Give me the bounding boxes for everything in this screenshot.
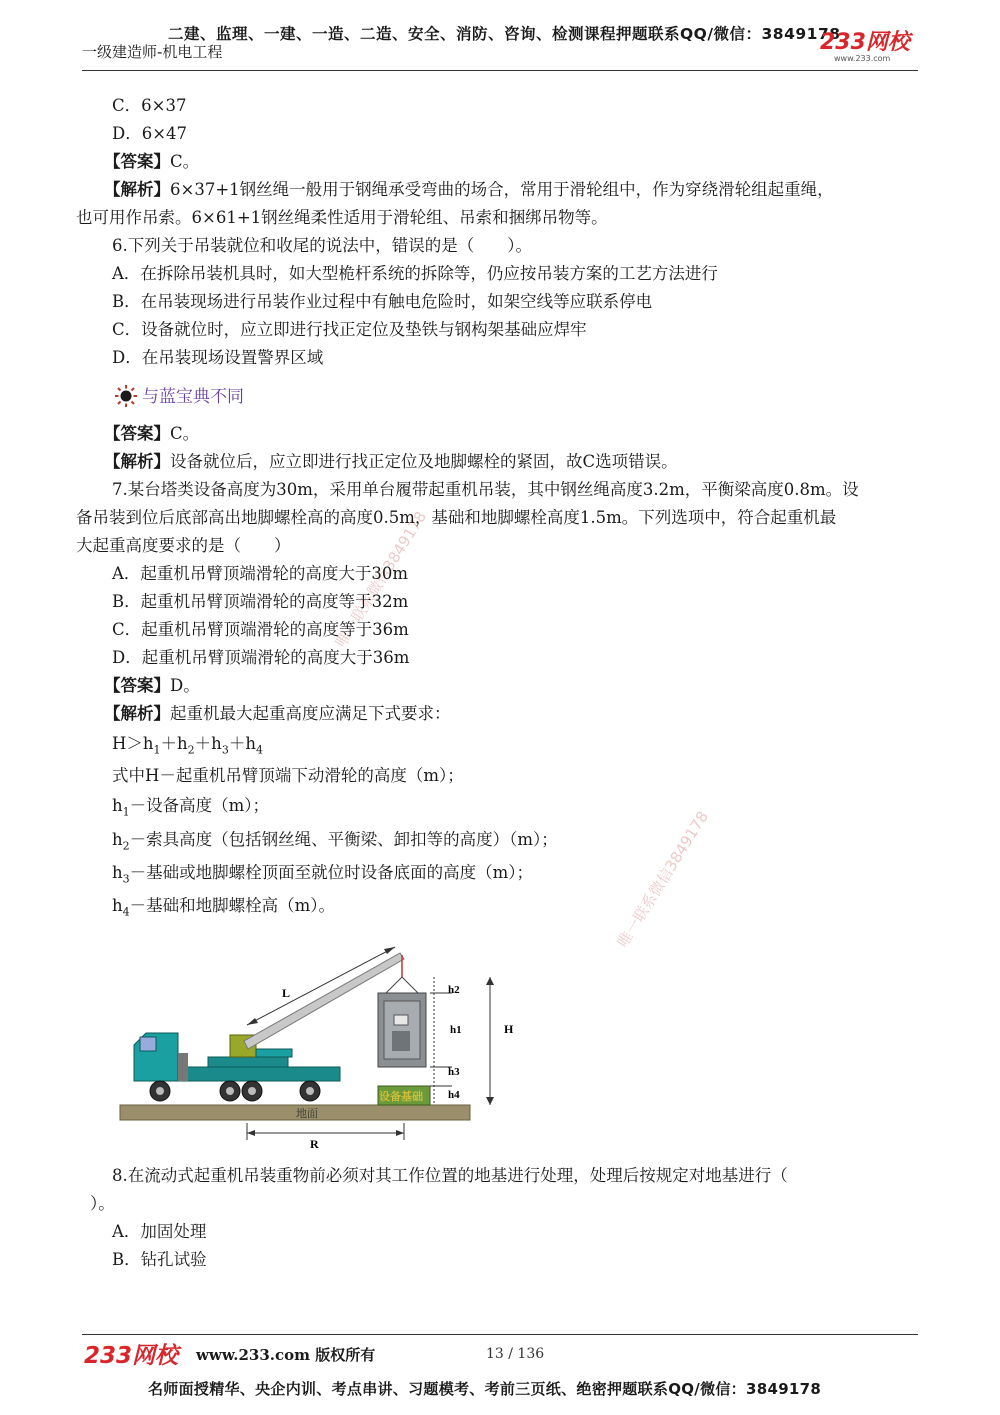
question-7-cont: 备吊装到位后底部高出地脚螺栓高的高度0.5m，基础和地脚螺栓高度1.5m。下列选项中，符合起重机最 (76, 508, 837, 527)
ground-label: 地面 (296, 1108, 318, 1120)
q8-option-a: A．加固处理 (112, 1222, 207, 1241)
analysis-text: 起重机最大起重高度应满足下式要求： (170, 704, 451, 723)
question-7: 7.某台塔类设备高度为30m，采用单台履带起重机吊装，其中钢丝绳高度3.2m，平衡梁高度0.8m。设 (112, 480, 859, 499)
h2-label: h2 (448, 984, 460, 996)
definition-h3: $h_3-$基础或地脚螺栓顶面至就位时设备底面的高度（m）； (112, 863, 534, 886)
header-promo: 二建、监理、一建、一造、二造、安全、消防、咨询、检测课程押题联系QQ/微信：3849178 (168, 25, 841, 43)
question-7-cont: 大起重高度要求的是（ ） (76, 536, 291, 555)
q6-option-a: A．在拆除吊装机具时，如大型桅杆系统的拆除等，仍应按吊装方案的工艺方法进行 (112, 264, 718, 283)
answer-label: 【答案】 (104, 676, 170, 695)
definition-h2: $h_2-$索具高度（包括钢丝绳、平衡梁、卸扣等的高度）（m）； (112, 830, 558, 853)
footer-logo-text: 233网校 (84, 1343, 179, 1369)
h1-label: h1 (450, 1024, 462, 1036)
answer-value: C。 (170, 152, 200, 171)
answer-value: C。 (170, 424, 200, 443)
header-logo (818, 25, 918, 69)
question-6: 6.下列关于吊装就位和收尾的说法中，错误的是（ ）。 (112, 236, 532, 255)
watermark: 唯一联系微信3849178 (331, 508, 431, 651)
answer-line (104, 672, 200, 696)
q8-option-b: B．钻孔试验 (112, 1250, 207, 1269)
header-logo-url: www.233.com (834, 54, 891, 63)
q7-option-c: C．起重机吊臂顶端滑轮的高度等于36m (112, 620, 409, 639)
h3-label: h3 (448, 1066, 460, 1078)
bluebook-note-text: 与蓝宝典不同 (142, 387, 244, 407)
q7-option-d: D．起重机吊臂顶端滑轮的高度大于36m (112, 648, 410, 667)
definition-h: 式中H－起重机吊臂顶端下动滑轮的高度（m）； (112, 766, 464, 785)
crane-lifting-diagram (112, 945, 532, 1155)
l-label: L (282, 986, 291, 1000)
page-number: 13 / 136 (486, 1346, 545, 1362)
r-label: R (310, 1137, 319, 1151)
analysis-line (104, 176, 834, 200)
footer-site: www.233.com 版权所有 (196, 1346, 376, 1364)
q6-option-d: D．在吊装现场设置警界区域 (112, 348, 324, 367)
header-logo-text: 233网校 (820, 30, 910, 55)
sun-icon (114, 384, 138, 408)
question-8-cont: ）。 (90, 1194, 115, 1213)
definition-h4: $h_4-$基础和地脚螺栓高（m）。 (112, 896, 336, 919)
q6-option-b: B．在吊装现场进行吊装作业过程中有触电危险时，如架空线等应联系停电 (112, 292, 653, 311)
answer-line (104, 420, 199, 444)
analysis-text-cont: 也可用作吊索。6×61+1钢丝绳柔性适用于滑轮组、吊索和捆绑吊物等。 (76, 208, 608, 227)
hh-label: H (504, 1022, 514, 1036)
h4-label: h4 (448, 1089, 460, 1101)
answer-line (104, 148, 199, 172)
analysis-line (104, 700, 451, 724)
truck-deck (172, 1067, 340, 1081)
formula: $H>h_1+h_2+h_3+h_4$ (112, 734, 263, 757)
ground-slab (120, 1105, 470, 1120)
analysis-label: 【解析】 (104, 704, 170, 723)
analysis-label: 【解析】 (104, 180, 170, 199)
question-8: 8.在流动式起重机吊装重物前必须对其工作位置的地基进行处理，处理后按规定对地基进行（ (112, 1166, 788, 1185)
analysis-text: 6×37+1钢丝绳一般用于钢绳承受弯曲的场合，常用于滑轮组中，作为穿绕滑轮组起重绳， (170, 180, 834, 199)
footer-promo: 名师面授精华、央企内训、考点串讲、习题模考、考前三页纸、绝密押题联系QQ/微信：3849178 (148, 1380, 822, 1398)
analysis-label: 【解析】 (104, 452, 170, 471)
answer-value: D。 (170, 676, 200, 695)
foundation-label: 设备基础 (379, 1091, 423, 1103)
header-divider (82, 70, 918, 71)
analysis-line (104, 448, 678, 472)
header-subtitle: 一级建造师-机电工程 (82, 43, 223, 61)
q7-option-a: A．起重机吊臂顶端滑轮的高度大于30m (112, 564, 409, 583)
answer-label: 【答案】 (104, 424, 170, 443)
bluebook-note (114, 382, 244, 408)
footer-logo (84, 1340, 188, 1374)
footer-divider (82, 1334, 918, 1335)
definition-h1: $h_1-$设备高度（m）； (112, 796, 270, 819)
option-d: D．6×47 (112, 124, 188, 143)
answer-label: 【答案】 (104, 152, 170, 171)
q6-option-c: C．设备就位时，应立即进行找正定位及垫铁与钢构架基础应焊牢 (112, 320, 587, 339)
option-c: C．6×37 (112, 96, 187, 115)
q7-option-b: B．起重机吊臂顶端滑轮的高度等于32m (112, 592, 409, 611)
analysis-text: 设备就位后，应立即进行找正定位及地脚螺栓的紧固，故C选项错误。 (170, 452, 678, 471)
watermark: 唯一联系微信3849178 (613, 808, 713, 951)
